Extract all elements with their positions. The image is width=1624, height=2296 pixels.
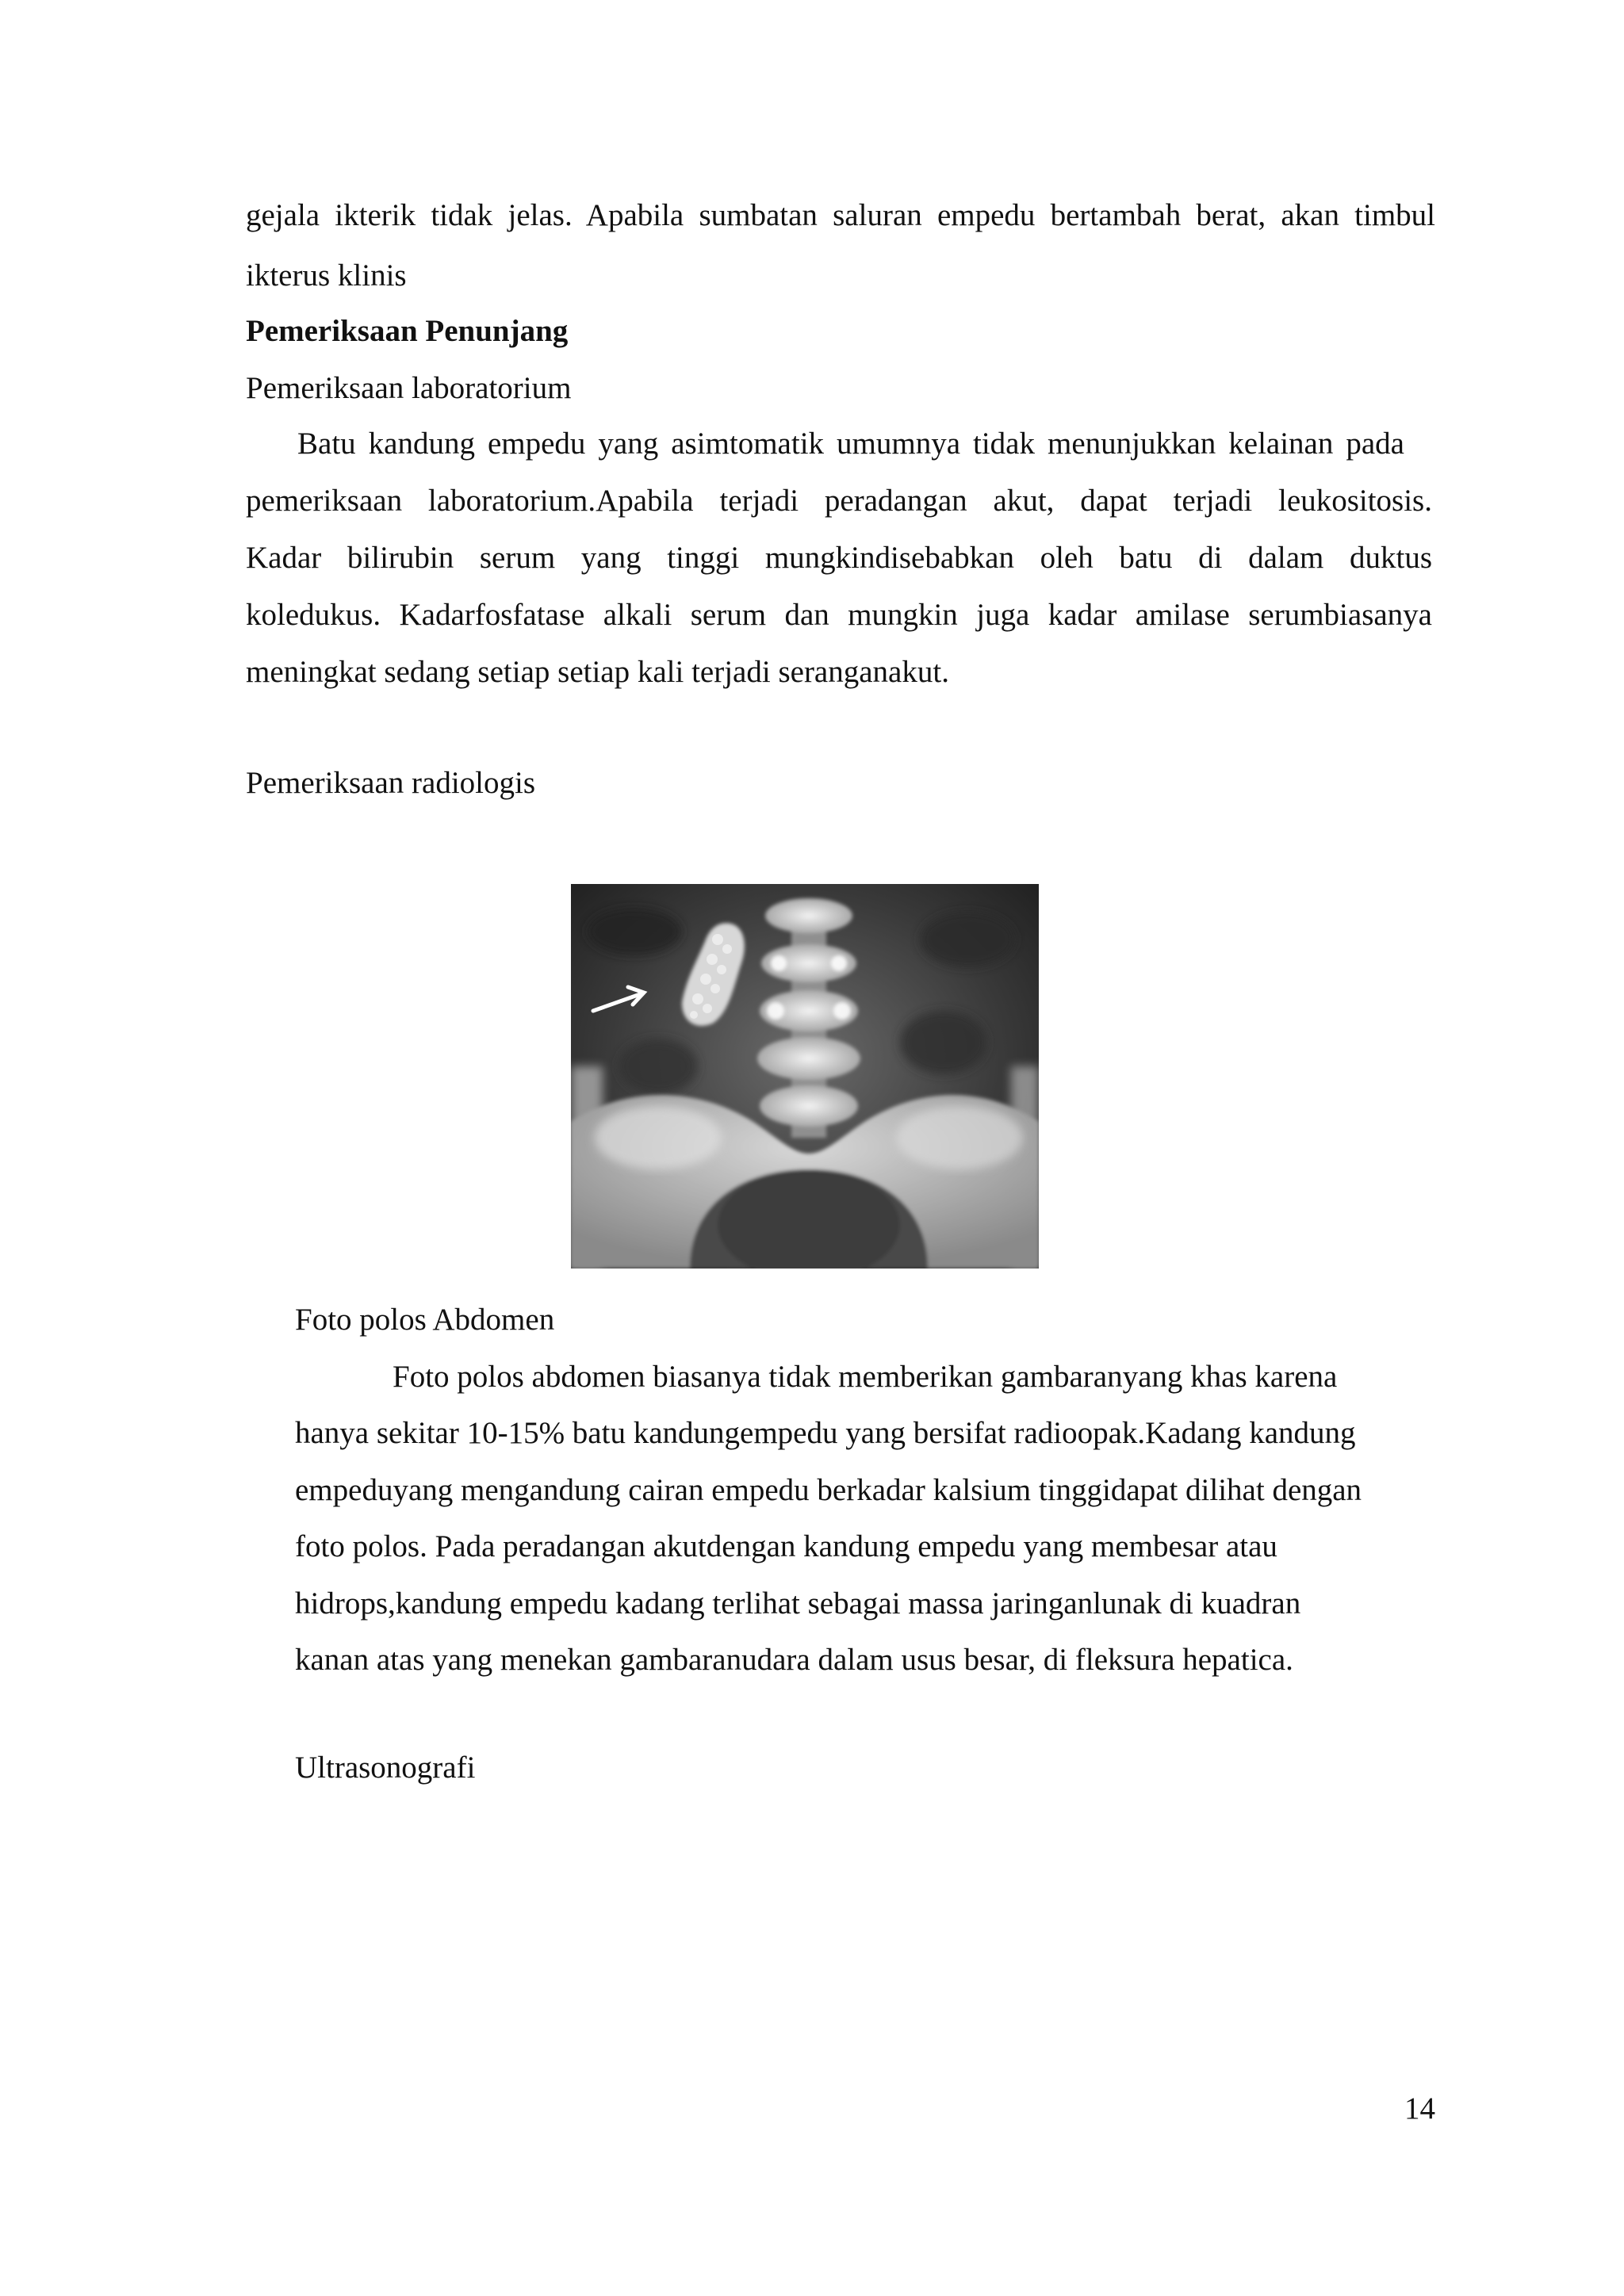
page-number: 14	[1404, 2091, 1435, 2126]
paragraph-line: pemeriksaan laboratorium.Apabila terjadi peradangan akut, dapat terjadi leukositosis.	[246, 484, 1432, 518]
intro-line-2: ikterus klinis	[246, 258, 407, 293]
abdominal-xray-image	[571, 884, 1039, 1269]
subheading-ultrasonografi: Ultrasonografi	[295, 1751, 476, 1785]
paragraph-line: Batu kandung empedu yang asimtomatik umumnya tidak menunjukkan kelainan pada	[297, 427, 1404, 461]
paragraph-line: koledukus. Kadarfosfatase alkali serum dan mungkin juga kadar amilase serumbiasanya	[246, 598, 1432, 632]
paragraph-line: hidrops,kandung empedu kadang terlihat sebagai massa jaringanlunak di kuadran	[295, 1586, 1301, 1621]
paragraph-line: meningkat sedang setiap setiap kali terjadi seranganakut.	[246, 655, 949, 689]
paragraph-line: Kadar bilirubin serum yang tinggi mungkindisebabkan oleh batu di dalam duktus	[246, 541, 1432, 575]
paragraph-line: foto polos. Pada peradangan akutdengan kandung empedu yang membesar atau	[295, 1529, 1277, 1563]
intro-line-1: gejala ikterik tidak jelas. Apabila sumbatan saluran empedu bertambah berat, akan timbul	[246, 198, 1435, 232]
paragraph-line: kanan atas yang menekan gambaranudara dalam usus besar, di fleksura hepatica.	[295, 1643, 1293, 1677]
subheading-radiologis: Pemeriksaan radiologis	[246, 766, 535, 800]
paragraph-line: Foto polos abdomen biasanya tidak memberikan gambaranyang khas karena	[393, 1360, 1338, 1394]
section-heading: Pemeriksaan Penunjang	[246, 314, 569, 348]
subheading-laboratorium: Pemeriksaan laboratorium	[246, 371, 572, 405]
subheading-foto-polos: Foto polos Abdomen	[295, 1303, 555, 1337]
paragraph-line: hanya sekitar 10-15% batu kandungempedu yang bersifat radioopak.Kadang kandung	[295, 1416, 1356, 1450]
paragraph-line: empeduyang mengandung cairan empedu berkadar kalsium tinggidapat dilihat dengan	[295, 1473, 1362, 1507]
